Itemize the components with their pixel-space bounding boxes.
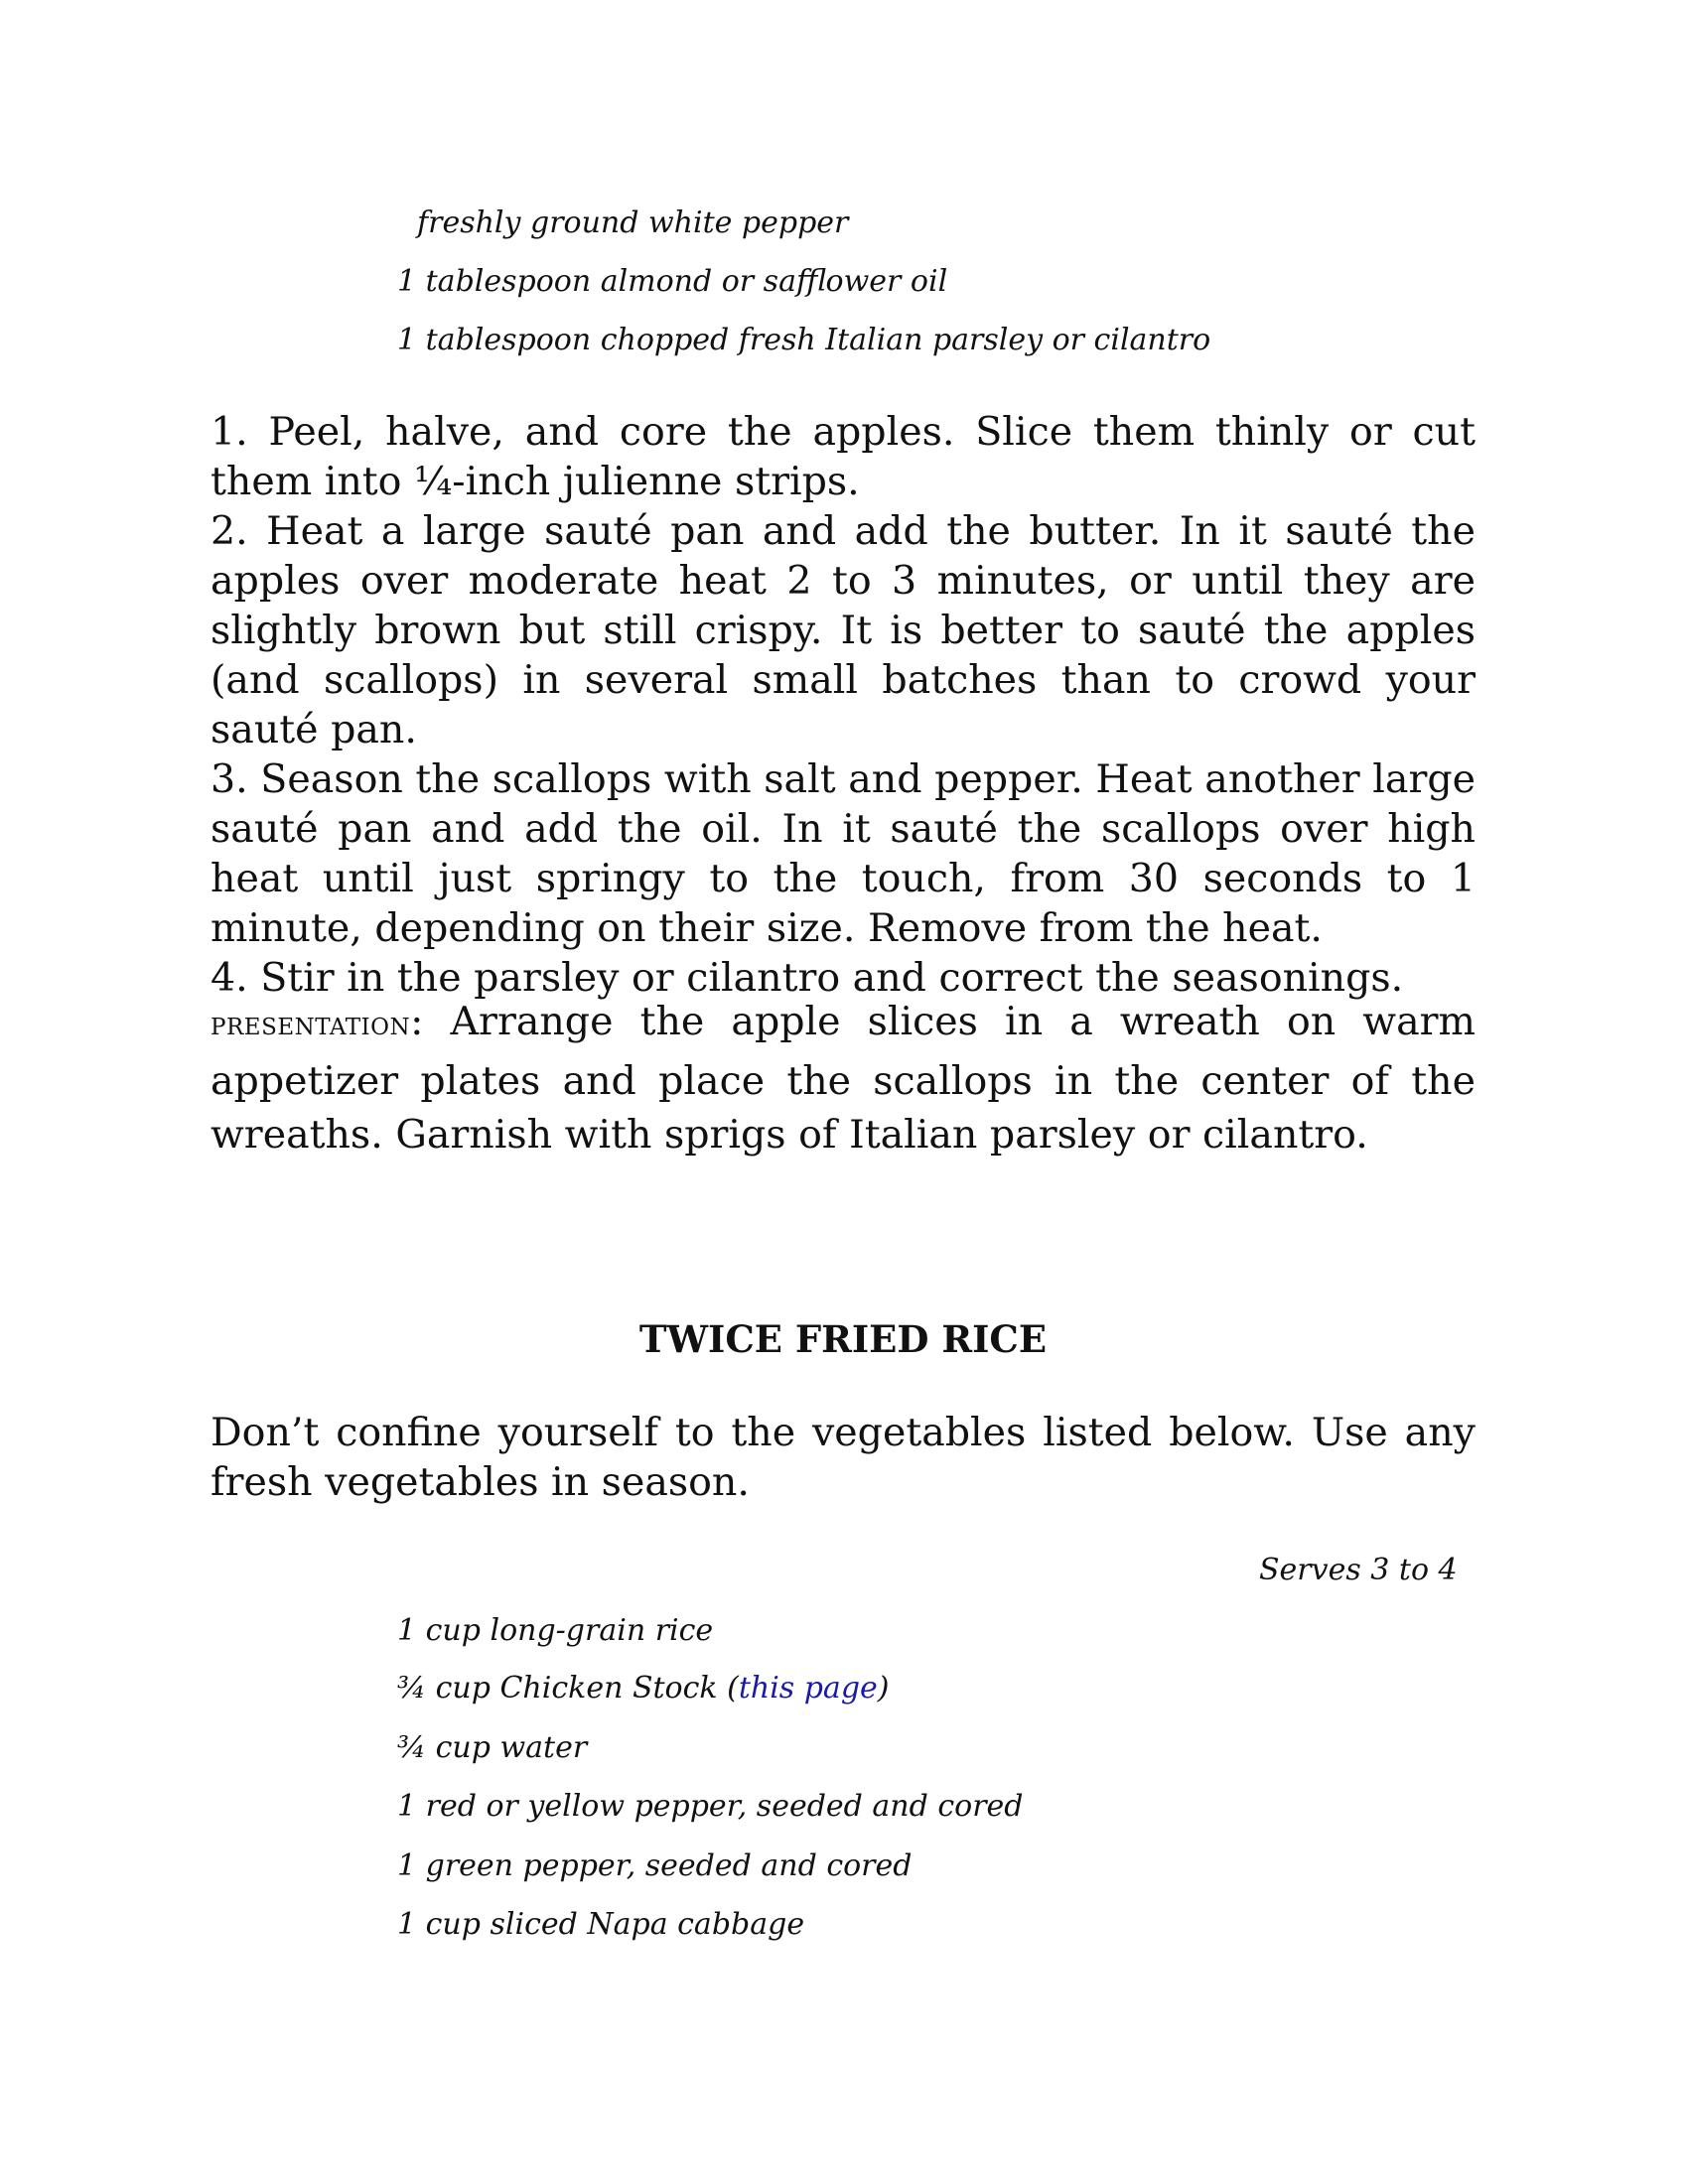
ingredient-line: 1 tablespoon chopped fresh Italian parsley or cilantro (397, 323, 1211, 357)
ingredient-text-close: ) (877, 1671, 890, 1706)
step-4: 4. Stir in the parsley or cilantro and correct the seasonings. (211, 955, 1404, 1001)
ingredient-line: 1 red or yellow pepper, seeded and cored (397, 1789, 1024, 1824)
ingredient-line: 1 cup sliced Napa cabbage (397, 1907, 805, 1942)
recipe-title: TWICE FRIED RICE (638, 1317, 1048, 1361)
step-1: 1. Peel, halve, and core the apples. Slice them thinly or cut them into ¼-inch julienne strips. (211, 409, 1476, 504)
this-page-link[interactable]: this page (738, 1671, 878, 1706)
ingredient-line-chicken-stock (397, 1669, 890, 1708)
method-steps (211, 407, 1476, 1003)
ingredient-line: 1 tablespoon almond or safflower oil (397, 264, 948, 299)
ingredient-line: 1 cup long-grain rice (397, 1613, 714, 1648)
ingredient-text: ¾ cup Chicken Stock ( (397, 1671, 739, 1706)
recipe-intro: Don’t confine yourself to the vegetables listed below. Use any fresh vegetables in season. (211, 1410, 1476, 1505)
step-3: 3. Season the scallops with salt and pepper. Heat another large sauté pan and add the oil. In it sauté the scallops over high heat until just springy to the touch, from 30 seconds to 1 minute, depending on their size. Remove from the heat. (211, 756, 1476, 951)
ingredient-line: freshly ground white pepper (417, 205, 849, 240)
serves-note: Serves 3 to 4 (1259, 1553, 1458, 1587)
presentation-label: PRESENTATION (211, 1015, 411, 1040)
ingredient-line: 1 green pepper, seeded and cored (397, 1848, 913, 1883)
presentation-paragraph (211, 995, 1476, 1161)
presentation-text: : Arrange the apple slices in a wreath on warm appetizer plates and place the scallops in the center of the wreaths. Garnish with sprigs of Italian parsley or cilantro. (211, 999, 1476, 1158)
step-2: 2. Heat a large sauté pan and add the butter. In it sauté the apples over moderate heat 2 to 3 minutes, or until they are slightly brown but still crispy. It is better to sauté the apples (and scallops) in several small batches than to crowd your sauté pan. (211, 508, 1476, 752)
ingredient-line: ¾ cup water (397, 1730, 588, 1765)
